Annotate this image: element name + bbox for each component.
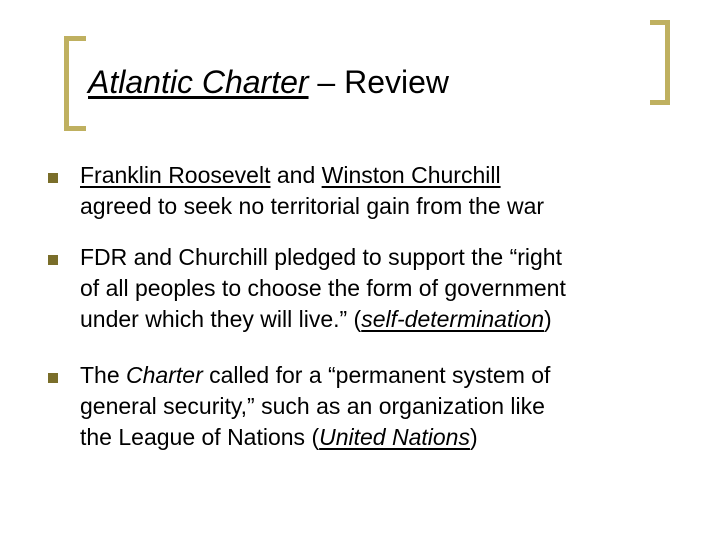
bullet-line: of all peoples to choose the form of government <box>80 275 566 301</box>
united-nations-term: United Nations <box>319 424 470 450</box>
atlantic-charter-link[interactable]: Atlantic Charter <box>88 64 309 100</box>
bullet-line: the League of Nations ( <box>80 424 320 450</box>
winston-churchill-name: Winston Churchill <box>321 162 501 188</box>
bullet-line: general security,” such as an organization like <box>80 393 545 419</box>
left-bracket-decoration <box>64 36 86 131</box>
slide-title <box>88 62 449 102</box>
bullet-line-end: ) <box>544 306 552 332</box>
bullet-text <box>80 242 680 335</box>
bullet-joiner: and <box>270 162 322 188</box>
bullet-line: called for a “permanent system of <box>202 362 551 388</box>
charter-word: Charter <box>126 362 203 388</box>
bullet-line: FDR and Churchill pledged to support the “right <box>80 244 562 270</box>
bullet-line: agreed to seek no territorial gain from the war <box>80 193 545 219</box>
self-determination-term: self-determination <box>361 306 545 332</box>
franklin-roosevelt-name: Franklin Roosevelt <box>80 162 271 188</box>
square-bullet-icon <box>48 255 58 265</box>
title-suffix: – Review <box>308 64 450 100</box>
right-bracket-decoration <box>650 20 670 105</box>
bullet-line: The <box>80 362 127 388</box>
square-bullet-icon <box>48 373 58 383</box>
bullet-line-end: ) <box>469 424 478 450</box>
square-bullet-icon <box>48 173 58 183</box>
bullet-text <box>80 360 680 453</box>
bullet-line: under which they will live.” ( <box>80 306 362 332</box>
bullet-text <box>80 160 680 222</box>
